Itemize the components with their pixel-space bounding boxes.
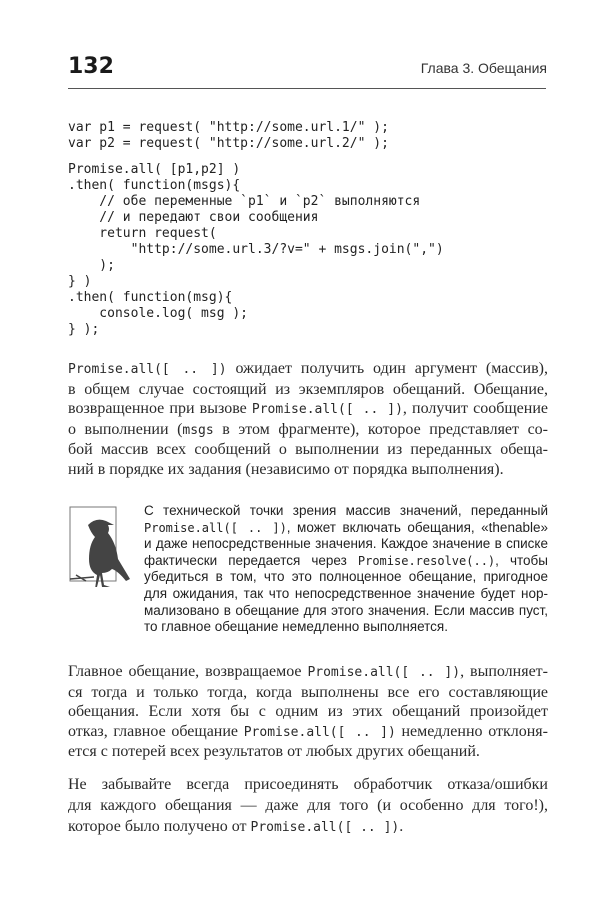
text-run: возвращенное при вызове [68,400,252,418]
paragraph-3 [68,774,548,838]
text-run: ется с потерей всех результатов от любых других обещаний. [68,743,480,761]
text-line [68,702,548,722]
text-run: отказ, главное обещание [68,722,244,740]
text-line [144,619,548,636]
code-listing [68,120,444,338]
text-line [68,742,548,762]
inline-code: Promise.all([ .. ]) [307,665,461,680]
text-run: для ожидания, так что непосредственное значение будет нор- [144,585,548,601]
page-number: 132 [68,54,114,79]
inline-code: Promise.all([ .. ]) [144,520,287,535]
text-run: о выполнении ( [68,420,183,438]
inline-code: Promise.all([ .. ]) [68,362,227,377]
inline-code: Promise.all([ .. ]) [250,820,400,835]
code-line: var p1 = request( "http://some.url.1/" ); [68,120,389,135]
text-line [68,816,548,838]
text-run: , выполняет- [460,663,548,680]
text-line [144,586,548,603]
text-line [144,603,548,620]
text-run: . [399,818,404,835]
code-line: // и передают свои сообщения [68,210,319,225]
running-title: Глава 3. Обещания [420,60,547,76]
code-line: // обе переменные `p1` и `p2` выполняются [68,194,421,209]
text-line [68,380,548,400]
text-line [144,503,548,520]
code-line: Promise.all( [p1,p2] ) [68,162,241,177]
text-run: для каждого обещания — даже для того (и особенно для того!), [68,797,548,814]
paragraph-2 [68,662,548,762]
text-run: ся тогда и только тогда, когда выполнены все его составляющие [68,683,548,701]
code-line: return request( [68,226,217,241]
text-run: , получит сообщение [402,400,548,418]
text-line [68,795,548,816]
text-run: ожидает получить один аргумент (массив), [226,360,548,377]
code-line: "http://some.url.3/?v=" + msgs.join(",") [68,242,444,257]
text-line [68,683,548,703]
text-run: и даже непосредственные значения. Каждое значение в списке [144,536,548,552]
text-line [68,440,548,460]
text-run: фактически передается через [144,552,358,568]
code-line: } ) [68,274,92,289]
text-run: мализовано в обещание для этого значения. Если массив пуст, [144,602,548,618]
text-line [68,399,548,420]
code-gap [68,152,444,162]
text-run: ний в порядке их задания (независимо от порядка выполнения). [68,460,504,478]
code-line: console.log( msg ); [68,306,249,321]
text-line [68,662,548,683]
inline-code: Promise.all([ .. ]) [243,724,396,740]
text-run: немедленно отклоня- [395,722,548,740]
text-line [144,569,548,586]
text-run: , чтобы [495,552,548,568]
text-run: в этом фрагменте), которое представляет со- [213,420,548,438]
inline-code: msgs [182,422,214,438]
text-run: обещания. Если хотя бы с одним из этих обещаний произойдет [68,703,548,721]
code-line: } ); [68,322,100,337]
text-line [68,774,548,795]
text-run: то главное обещание немедленно выполняется. [144,619,448,635]
text-run: С технической точки зрения массив значений, переданный [144,503,548,518]
crow-note-icon [68,505,130,587]
text-run: Не забывайте всегда присоединять обработчик отказа/ошибки [68,776,548,793]
text-line [68,420,548,441]
header-rule [68,88,546,89]
text-run: которое было получено от [68,818,251,835]
text-line [144,536,548,553]
inline-code: Promise.all([ .. ]) [251,402,403,418]
paragraph-1 [68,359,548,480]
inline-code: Promise.resolve(..) [357,553,496,568]
text-run: , может включать обещания, «thenable» [286,519,548,535]
code-line: .then( function(msg){ [68,290,233,305]
text-run: Главное обещание, возвращаемое [68,663,308,680]
text-line [68,460,548,480]
text-run: убедиться в том, что это полноценное обещание, пригодное [144,569,548,585]
text-run: в общем случае состоящий из экземпляров обещаний. Обещание, [68,380,548,398]
note-text [144,503,548,636]
text-line [68,359,548,380]
code-line: .then( function(msgs){ [68,178,241,193]
text-line [144,553,548,570]
code-line: ); [68,258,115,273]
text-run: бой массив всех сообщений о выполнении из переданных обеща- [68,441,548,459]
text-line [144,520,548,537]
code-line: var p2 = request( "http://some.url.2/" ); [68,136,389,151]
text-line [68,722,548,743]
